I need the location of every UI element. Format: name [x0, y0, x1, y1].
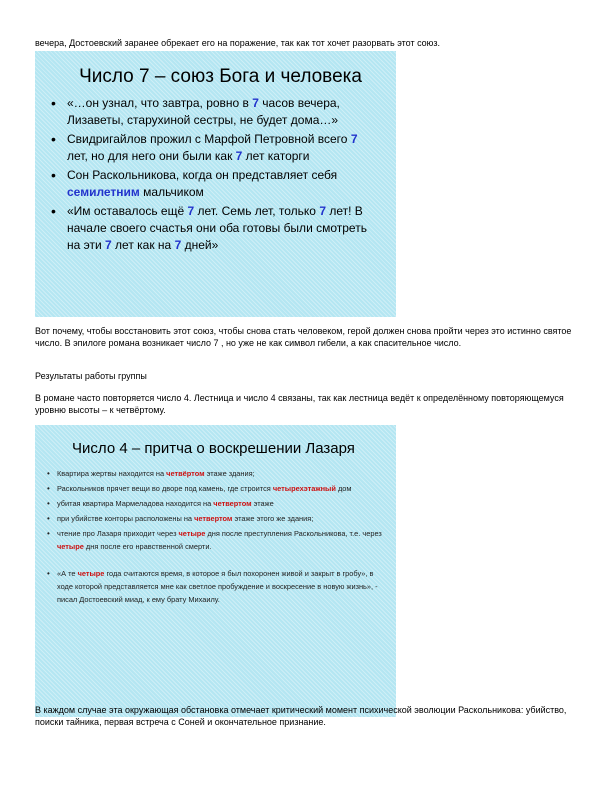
bullet-list: [45, 467, 382, 606]
list-item: • «…он узнал, что завтра, ровно в 7 часов вечера, Лизаветы, старухиной сестры, не будет дома…»: [49, 95, 378, 129]
list-item: • «Им оставалось ещё 7 лет. Семь лет, только 7 лет! В начале своего счастья они оба готовы были смотреть на эти 7 лет как на 7 дней»: [49, 203, 378, 254]
list-item: • Квартира жертвы находится на четвёртом этаже здания;: [45, 467, 382, 480]
list-item: • Сон Раскольникова, когда он представляет себя семилетним мальчиком: [49, 167, 378, 201]
list-item: • при убийстве конторы расположены на четвертом этаже этого же здания;: [45, 512, 382, 525]
paragraph-after-slide1: Вот почему, чтобы восстановить этот союз, чтобы снова стать человеком, герой должен снова пройти через это истинно святое число. В эпилоге романа возникает число 7 , но уже не как символ гибели, а как спасительное число.: [35, 326, 572, 348]
list-item: • Раскольников прячет вещи во дворе под камень, где строится четырехэтажный дом: [45, 482, 382, 495]
list-item: • «А те четыре года считаются время, в которое я был похоронен живой и закрыт в гробу», в ходе которой представляется мне как светлое пробуждение и воскресение в новую жизнь», - писал Достоевский миад, к ему брату Михаилу.: [45, 567, 382, 606]
list-item: • Свидригайлов прожил с Марфой Петровной всего 7 лет, но для него они были как 7 лет каторги: [49, 131, 378, 165]
closing-paragraph: В каждом случае эта окружающая обстановка отмечает критический момент психической эволюции Раскольникова: убийство, поиски тайника, первая встреча с Соней и окончательное признание.: [35, 705, 567, 727]
slide-number-7: [35, 51, 396, 317]
bullet-list: [49, 95, 378, 254]
group-results-heading: Результаты работы группы: [35, 371, 147, 381]
slide-number-4: [35, 425, 396, 717]
list-item: • чтение про Лазаря приходит через четыре дня после преступления Раскольникова, т.е. через четыре дня после его нравственной смерти.: [45, 527, 382, 553]
intro-paragraph: вечера, Достоевский заранее обрекает его на поражение, так как тот хочет разорвать этот союз.: [35, 38, 441, 48]
slide-title: Число 7 – союз Бога и человека: [79, 66, 362, 87]
paragraph-number-4: В романе часто повторяется число 4. Лестница и число 4 связаны, так как лестница ведёт к определённому повторяющемуся уровню высоты – к четвёртому.: [35, 393, 564, 415]
list-item: • убитая квартира Мармеладова находится на четвертом этаже: [45, 497, 382, 510]
slide-title: Число 4 – притча о воскрешении Лазаря: [72, 440, 355, 457]
